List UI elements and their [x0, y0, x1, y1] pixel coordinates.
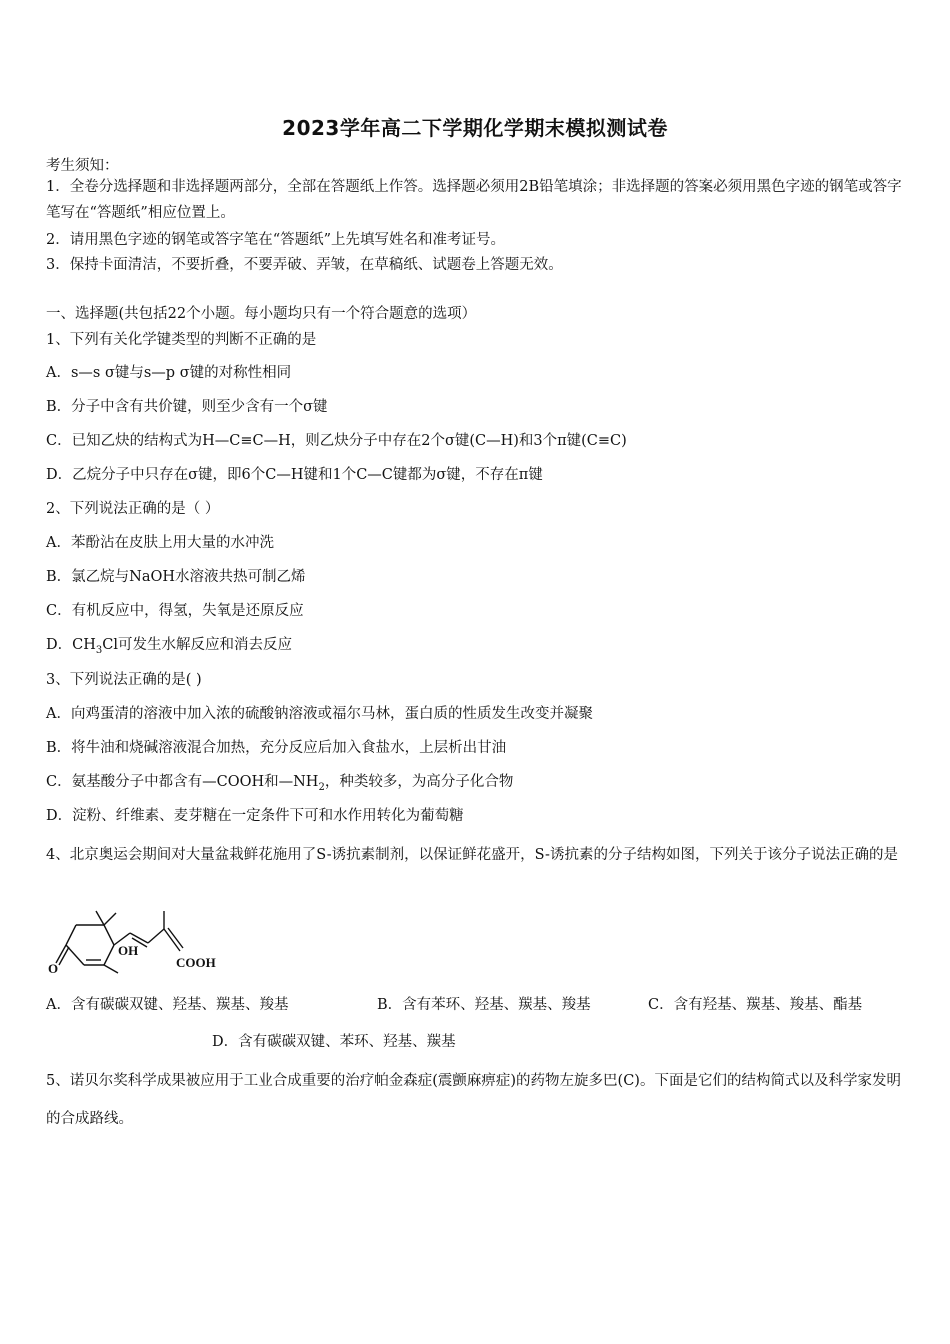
q4-option-c: C．含有羟基、羰基、羧基、酯基	[648, 997, 863, 1013]
q2-option-d-sub: 3	[95, 644, 103, 656]
q4-option-b: B．含有苯环、羟基、羰基、羧基	[377, 997, 591, 1013]
q3-option-c-pre: C．氨基酸分子中都含有—COOH和—NH	[46, 774, 319, 790]
q2-option-d-post: Cl可发生水解反应和消去反应	[102, 637, 292, 653]
q1-stem: 1、下列有关化学键类型的判断不正确的是	[46, 332, 317, 348]
notice-item-3: 3．保持卡面清洁，不要折叠，不要弄破、弄皱，在草稿纸、试题卷上答题无效。	[46, 257, 563, 273]
q4-option-d: D．含有碳碳双键、苯环、羟基、羰基	[212, 1034, 456, 1050]
molecule-o-label: O	[48, 961, 59, 976]
q2-option-d	[46, 633, 292, 656]
q3-option-c-post: ，种类较多，为高分子化合物	[324, 774, 514, 790]
q1-option-b: B．分子中含有共价键，则至少含有一个σ键	[46, 399, 328, 415]
q2-option-a: A．苯酚沾在皮肤上用大量的水冲洗	[46, 535, 274, 551]
molecule-bonds	[56, 911, 183, 973]
q3-option-b: B．将牛油和烧碱溶液混合加热，充分反应后加入食盐水，上层析出甘油	[46, 740, 507, 756]
q3-option-c-sub: 2	[318, 781, 325, 793]
q3-stem: 3、下列说法正确的是( )	[46, 672, 202, 688]
molecule-structure-image	[46, 905, 226, 977]
section-heading: 一、选择题(共包括22个小题。每小题均只有一个符合题意的选项）	[46, 306, 477, 322]
q3-option-d: D．淀粉、纤维素、麦芽糖在一定条件下可和水作用转化为葡萄糖	[46, 808, 464, 824]
q4-option-a: A．含有碳碳双键、羟基、羰基、羧基	[46, 997, 289, 1013]
q3-option-a: A．向鸡蛋清的溶液中加入浓的硫酸钠溶液或福尔马林，蛋白质的性质发生改变并凝聚	[46, 706, 593, 722]
q1-option-d: D．乙烷分子中只存在σ键，即6个C—H键和1个C—C键都为σ键，不存在π键	[46, 467, 543, 483]
notice-item-2: 2．请用黑色字迹的钢笔或答字笔在“答题纸”上先填写姓名和准考证号。	[46, 232, 506, 248]
notice-item-1: 1．全卷分选择题和非选择题两部分，全部在答题纸上作答。选择题必须用2B铅笔填涂；非选择题的答案必须用黑色字迹的钢笔或答字笔写在“答题纸”相应位置上。	[46, 179, 902, 221]
q1-option-c: C．已知乙炔的结构式为H—C≡C—H，则乙炔分子中存在2个σ键(C—H)和3个π键(C≡C)	[46, 433, 627, 449]
q5-stem: 5、诺贝尔奖科学成果被应用于工业合成重要的治疗帕金森症(震颤麻痹症)的药物左旋多巴(C)。下面是它们的结构简式以及科学家发明的合成路线。	[46, 1073, 901, 1127]
q2-option-d-pre: D．CH	[46, 637, 96, 653]
q2-option-b: B．氯乙烷与NaOH水溶液共热可制乙烯	[46, 569, 306, 585]
notice-heading: 考生须知：	[46, 158, 119, 174]
molecule-cooh-label: COOH	[176, 955, 216, 970]
molecule-oh-label: OH	[118, 943, 139, 958]
q2-stem: 2、下列说法正确的是（ ）	[46, 501, 220, 517]
page-title: 2023学年高二下学期化学期末模拟测试卷	[282, 116, 668, 140]
q3-option-c	[46, 770, 513, 793]
q4-stem: 4、北京奥运会期间对大量盆栽鲜花施用了S-诱抗素制剂，以保证鲜花盛开，S-诱抗素的分子结构如图，下列关于该分子说法正确的是	[46, 847, 898, 863]
q1-option-a: A．s—s σ键与s—p σ键的对称性相同	[46, 365, 292, 381]
q2-option-c: C．有机反应中，得氢，失氧是还原反应	[46, 603, 304, 619]
